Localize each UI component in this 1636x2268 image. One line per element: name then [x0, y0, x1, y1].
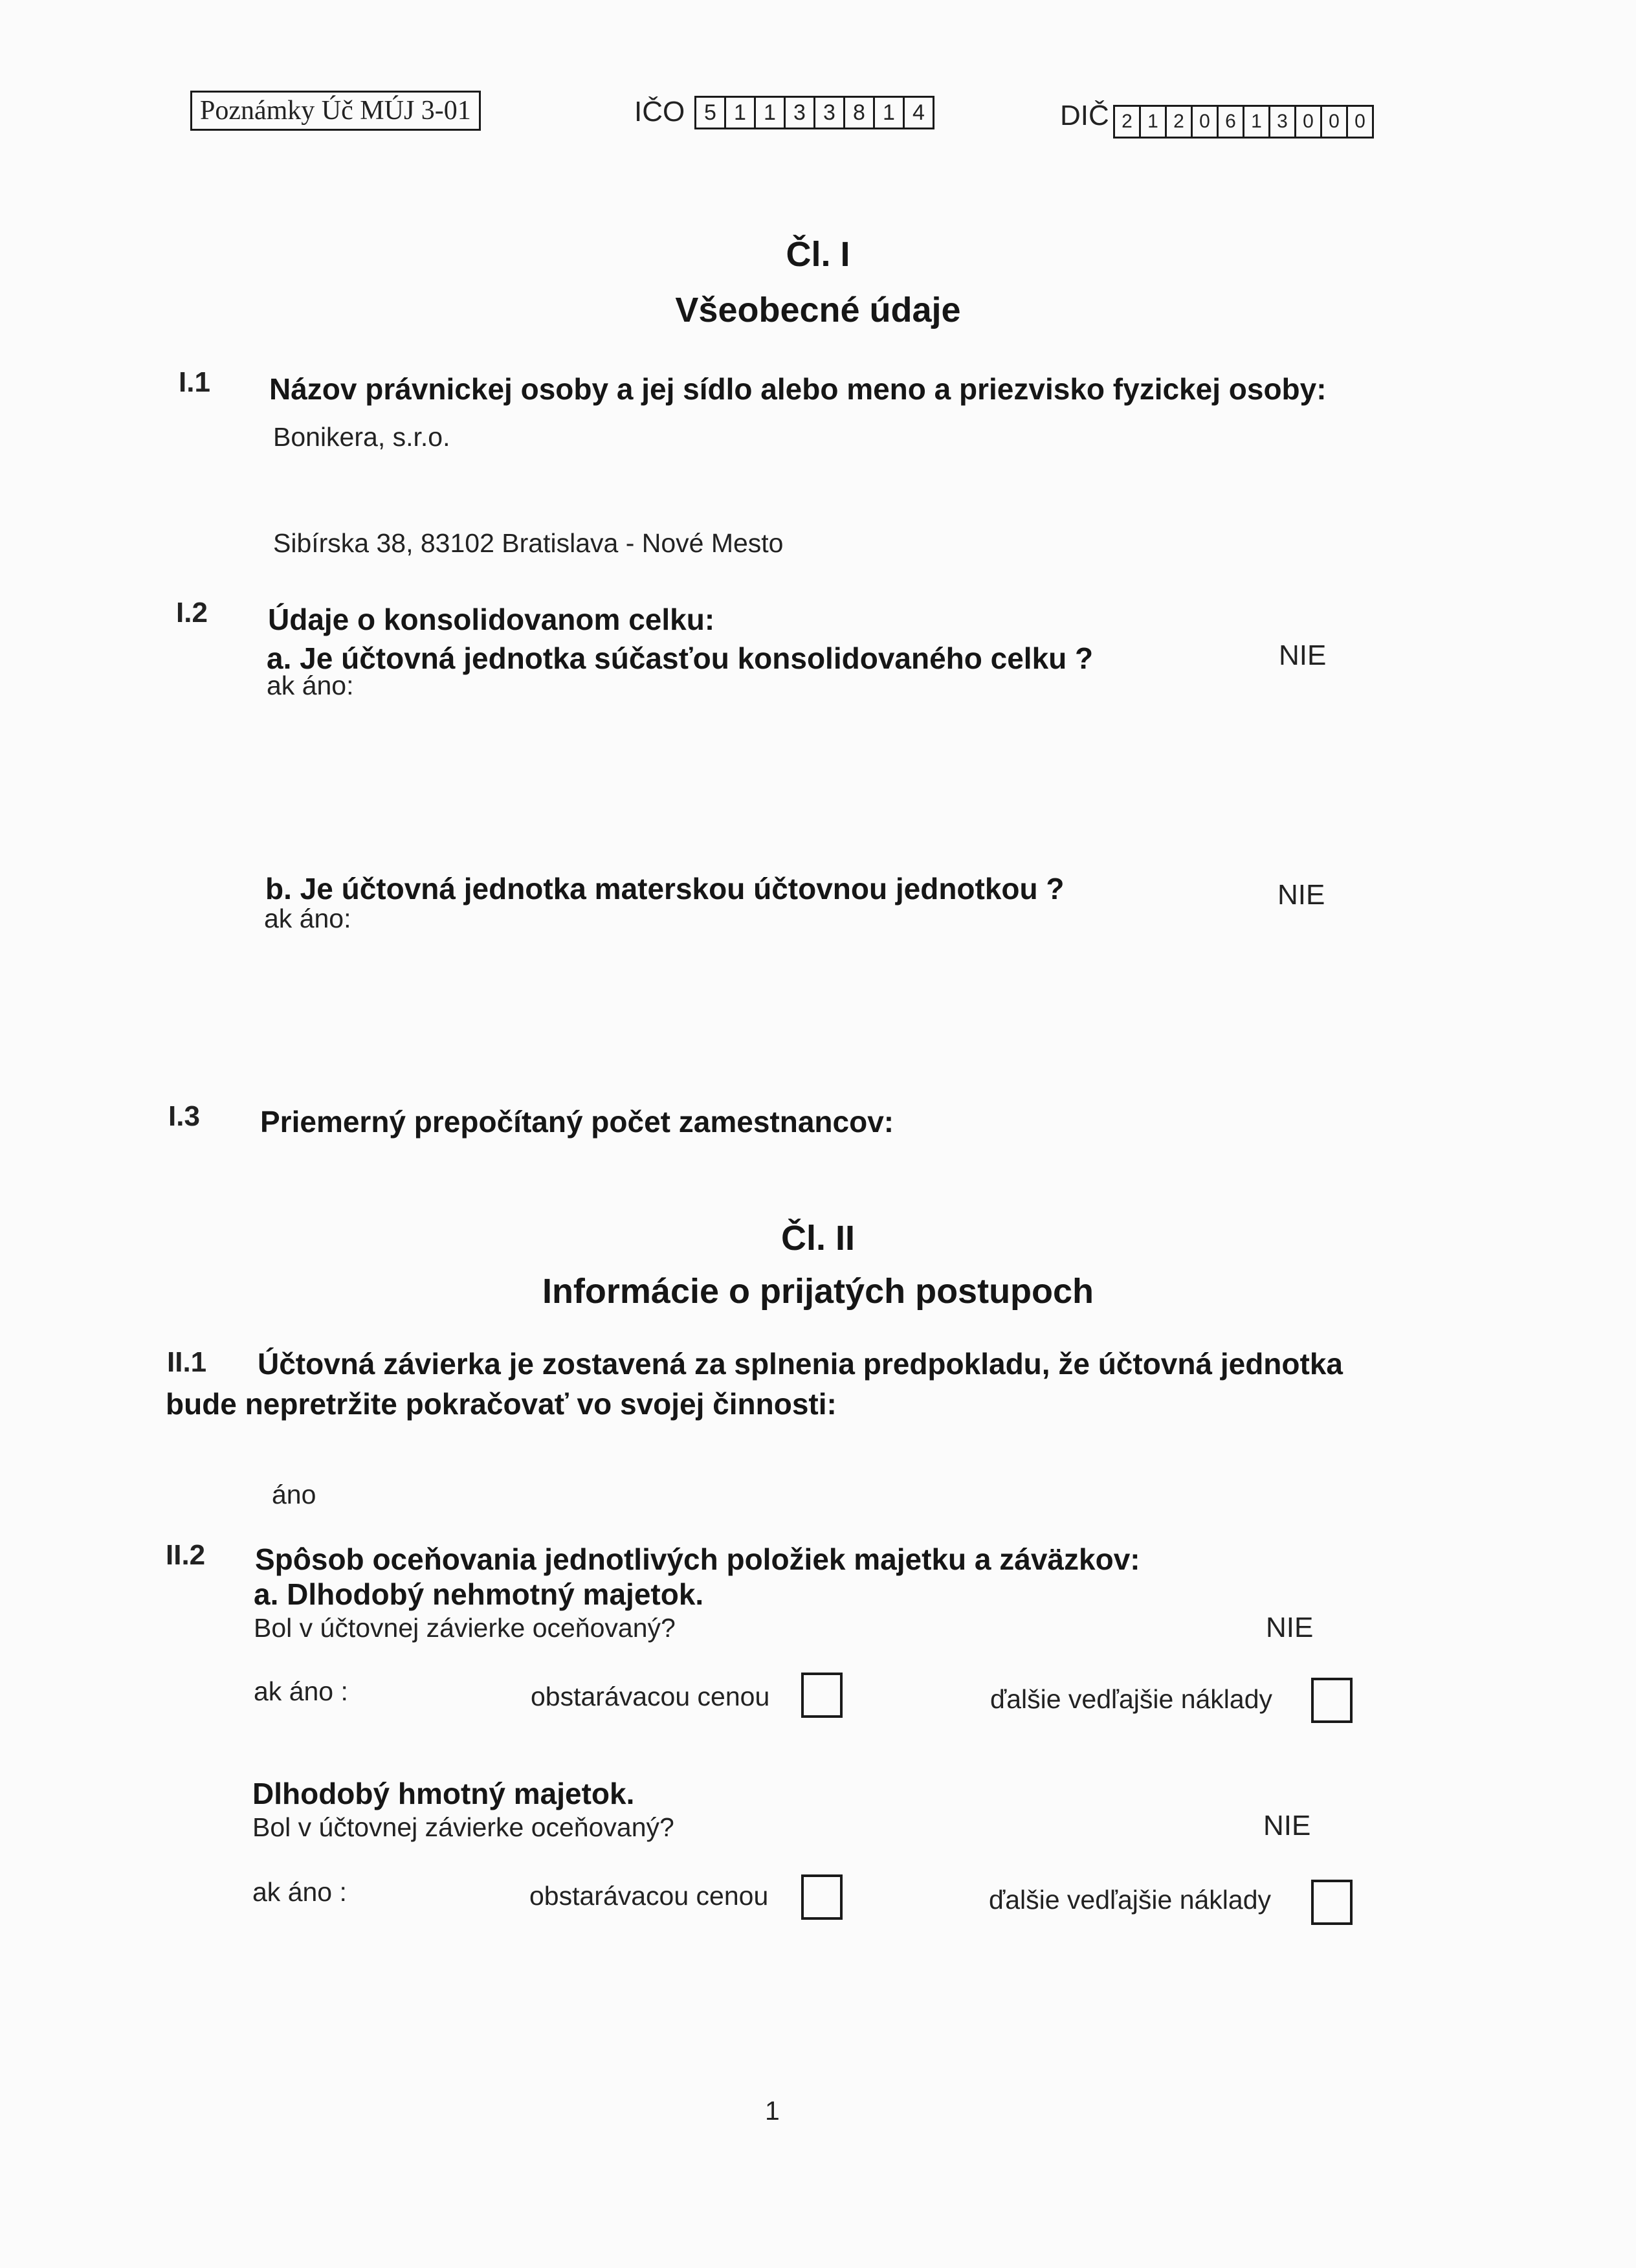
ii1-number: II.1	[167, 1346, 207, 1378]
i2-question: Údaje o konsolidovanom celku:	[268, 603, 715, 636]
dic-digit: 1	[1244, 107, 1270, 137]
ii1-question-line2: bude nepretržite pokračovať vo svojej činnosti:	[166, 1387, 837, 1421]
ico-digit: 3	[815, 98, 845, 128]
i2b-question: b. Je účtovná jednotka materskou účtovnou jednotkou ?	[265, 872, 1065, 906]
ii2-question: Spôsob oceňovania jednotlivých položiek majetku a záväzkov:	[255, 1542, 1140, 1576]
ii1-answer: áno	[272, 1480, 316, 1509]
i2-number: I.2	[176, 597, 208, 628]
ii2b-if-yes: ak áno :	[252, 1877, 347, 1907]
dic-digit: 2	[1115, 107, 1141, 137]
company-name: Bonikera, s.r.o.	[273, 422, 450, 452]
ico-digits	[694, 96, 934, 129]
ico-digit: 4	[912, 100, 925, 125]
i1-question: Názov právnickej osoby a jej sídlo alebo meno a priezvisko fyzickej osoby:	[269, 372, 1327, 406]
i3-number: I.3	[168, 1100, 200, 1132]
form-code-box	[190, 91, 481, 131]
i2b-answer: NIE	[1277, 879, 1325, 911]
ii2b-option2-checkbox[interactable]	[1311, 1880, 1353, 1925]
dic-digit: 3	[1270, 107, 1296, 137]
ii2b-option1-checkbox[interactable]	[801, 1874, 843, 1920]
dic-digit: 0	[1296, 107, 1322, 137]
ii2a-answer: NIE	[1266, 1612, 1314, 1643]
ii2b-option2-label: ďalšie vedľajšie náklady	[989, 1885, 1272, 1915]
section2-title: Informácie o prijatých postupoch	[542, 1272, 1094, 1311]
ii1-question-line1: Účtovná závierka je zostavená za splnenia predpokladu, že účtovná jednotka	[258, 1347, 1343, 1381]
i2b-if-yes: ak áno:	[264, 904, 351, 933]
i2a-question: a. Je účtovná jednotka súčasťou konsolidovaného celku ?	[267, 641, 1094, 675]
ii2b-question: Bol v účtovnej závierke oceňovaný?	[252, 1812, 674, 1842]
ii2b-answer: NIE	[1263, 1810, 1311, 1841]
ii2b-option1-label: obstarávacou cenou	[529, 1881, 769, 1911]
ico-digit: 5	[696, 98, 726, 128]
section2-heading: Čl. II	[780, 1219, 855, 1258]
dic-digit: 6	[1219, 107, 1244, 137]
form-code: Poznámky Úč MÚJ 3-01	[200, 96, 471, 126]
section1-heading: Čl. I	[786, 235, 850, 274]
dic-digit: 0	[1193, 107, 1219, 137]
dic-digit: 0	[1322, 107, 1348, 137]
ii2a-option2-checkbox[interactable]	[1311, 1678, 1353, 1723]
ico-digit: 3	[786, 98, 815, 128]
dic-digit: 2	[1167, 107, 1193, 137]
dic-digit: 0	[1354, 111, 1365, 132]
ico-label: IČO	[634, 96, 685, 128]
ico-digit: 8	[845, 98, 875, 128]
company-address: Sibírska 38, 83102 Bratislava - Nové Mesto	[273, 528, 784, 558]
ico-digit: 1	[875, 98, 905, 128]
ii2b-title: Dlhodobý hmotný majetok.	[252, 1777, 635, 1810]
ii2-number: II.2	[166, 1539, 206, 1571]
dic-digit: 1	[1141, 107, 1167, 137]
ico-digit: 1	[756, 98, 786, 128]
page-number: 1	[765, 2096, 780, 2126]
i2a-answer: NIE	[1279, 639, 1327, 671]
ii2a-if-yes: ak áno :	[254, 1676, 348, 1706]
i2a-if-yes: ak áno:	[267, 671, 354, 700]
dic-label: DIČ	[1060, 100, 1109, 131]
section1-title: Všeobecné údaje	[675, 291, 961, 329]
dic-digits	[1113, 105, 1374, 139]
ii2a-title: a. Dlhodobý nehmotný majetok.	[254, 1577, 704, 1611]
ii2a-option1-label: obstarávacou cenou	[531, 1682, 770, 1711]
ico-digit: 1	[726, 98, 756, 128]
ii2a-question: Bol v účtovnej závierke oceňovaný?	[254, 1613, 676, 1643]
ii2a-option2-label: ďalšie vedľajšie náklady	[990, 1684, 1273, 1714]
ii2a-option1-checkbox[interactable]	[801, 1673, 843, 1718]
i3-question: Priemerný prepočítaný počet zamestnancov:	[260, 1105, 894, 1139]
i1-number: I.1	[179, 366, 210, 398]
